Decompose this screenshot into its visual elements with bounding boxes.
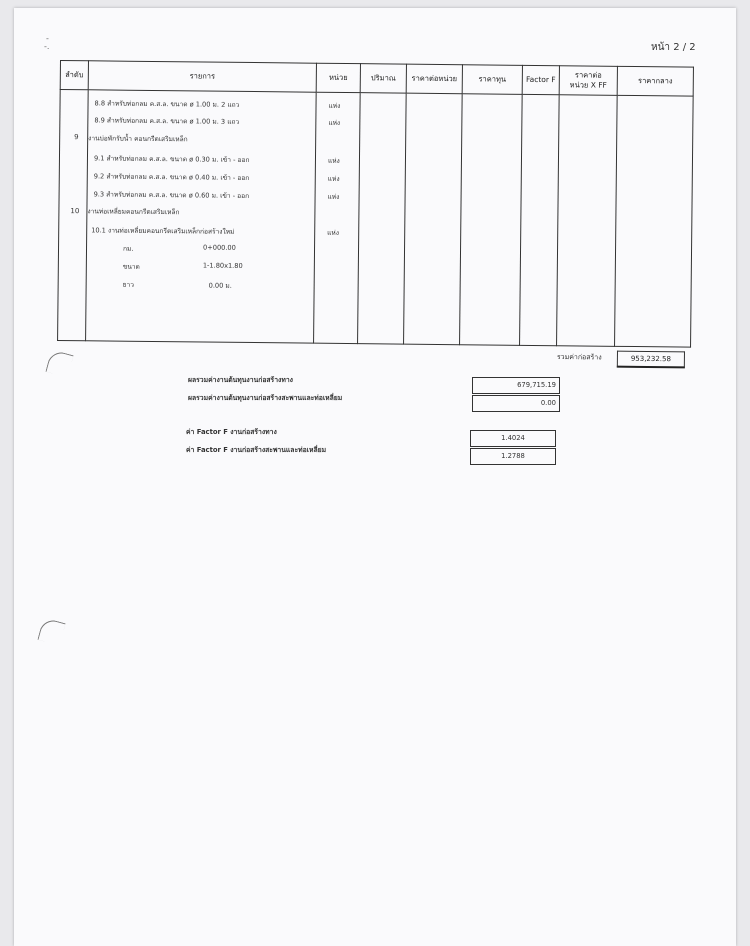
cost-table — [57, 60, 695, 352]
factor-road-value: 1.4024 — [470, 430, 556, 447]
header-factor-f: Factor F — [522, 65, 559, 94]
scan-mark: - — [46, 34, 49, 43]
unit-value: แห่ง — [327, 228, 340, 237]
unit-value: แห่ง — [327, 192, 340, 201]
unit-cell — [314, 92, 361, 343]
median-price-cell — [615, 95, 694, 347]
description-label: ยาว — [122, 280, 134, 289]
header-item: รายการ — [88, 61, 316, 92]
road-cost-label: ผลรวมค่างานต้นทุนงานก่อสร้างทาง — [188, 376, 293, 384]
total-row — [557, 350, 685, 367]
header-quantity: ปริมาณ — [360, 64, 406, 93]
description-line: 8.9 สำหรับท่อกลม ค.ส.ล. ขนาด ø 1.00 ม. 3 แถว — [94, 116, 240, 126]
road-cost-value: 679,715.19 — [472, 377, 560, 394]
item-number: 9 — [74, 133, 79, 142]
unit-value: แห่ง — [327, 174, 340, 183]
header-seq: ลำดับ — [60, 61, 88, 90]
description-line: 9.2 สำหรับท่อกลม ค.ส.ล. ขนาด ø 0.40 ม. เข้า - ออก — [93, 172, 250, 182]
description-line: 10.1 งานท่อเหลี่ยมคอนกรีตเสริมเหล็กก่อสร้างใหม่ — [91, 226, 235, 236]
table-row — [58, 90, 694, 348]
description-value: 1-1.80x1.80 — [202, 261, 243, 270]
factor-cell — [520, 94, 560, 345]
bridge-cost-label: ผลรวมค่างานต้นทุนงานก่อสร้างสะพานและท่อเหลี่ยม — [188, 394, 343, 402]
unit-value: แห่ง — [327, 156, 340, 165]
factor-bridge-label: ค่า Factor F งานก่อสร้างสะพานและท่อเหลี่ยม — [186, 446, 327, 454]
description-line: 9.3 สำหรับท่อกลม ค.ส.ล. ขนาด ø 0.60 ม. เข้า - ออก — [93, 190, 250, 200]
bridge-cost-value: 0.00 — [472, 395, 560, 412]
description-line: งานบ่อพักรับน้ำ คอนกรีตเสริมเหล็ก — [88, 134, 188, 144]
description-value: 0.00 ม. — [208, 281, 232, 290]
description-line: 8.8 สำหรับท่อกลม ค.ส.ล. ขนาด ø 1.00 ม. 2 แถว — [94, 99, 240, 109]
header-unit: หน่วย — [316, 63, 360, 92]
unit-price-ff-cell — [557, 95, 618, 347]
cost-cell — [460, 94, 523, 346]
scan-mark: -. — [44, 42, 50, 51]
seq-cell — [58, 90, 89, 341]
description-label: ขนาด — [122, 262, 140, 271]
page-number: หน้า 2 / 2 — [651, 42, 696, 53]
total-value: 953,232.58 — [617, 351, 685, 369]
description-line: งานท่อเหลี่ยมคอนกรีตเสริมเหล็ก — [87, 207, 180, 217]
unit-price-cell — [404, 93, 463, 345]
description-value: 0+000.00 — [203, 243, 236, 252]
item-number: 10 — [70, 207, 80, 216]
description-line: 9.1 สำหรับท่อกลม ค.ส.ล. ขนาด ø 0.30 ม. เข้า - ออก — [93, 154, 250, 164]
description-label: กม. — [122, 244, 134, 253]
total-label: รวมค่าก่อสร้าง — [556, 352, 602, 362]
factor-road-label: ค่า Factor F งานก่อสร้างทาง — [186, 428, 277, 436]
unit-value: แห่ง — [328, 101, 341, 110]
factor-bridge-value: 1.2788 — [470, 448, 556, 465]
unit-value: แห่ง — [328, 118, 341, 127]
quantity-cell — [358, 93, 407, 344]
description-cell — [86, 90, 317, 343]
header-median-price: ราคากลาง — [617, 66, 693, 96]
header-unit-price-ff: ราคาต่อหน่วย X FF — [559, 66, 617, 96]
header-unit-price: ราคาต่อหน่วย — [406, 64, 462, 94]
header-cost: ราคาทุน — [462, 65, 522, 95]
